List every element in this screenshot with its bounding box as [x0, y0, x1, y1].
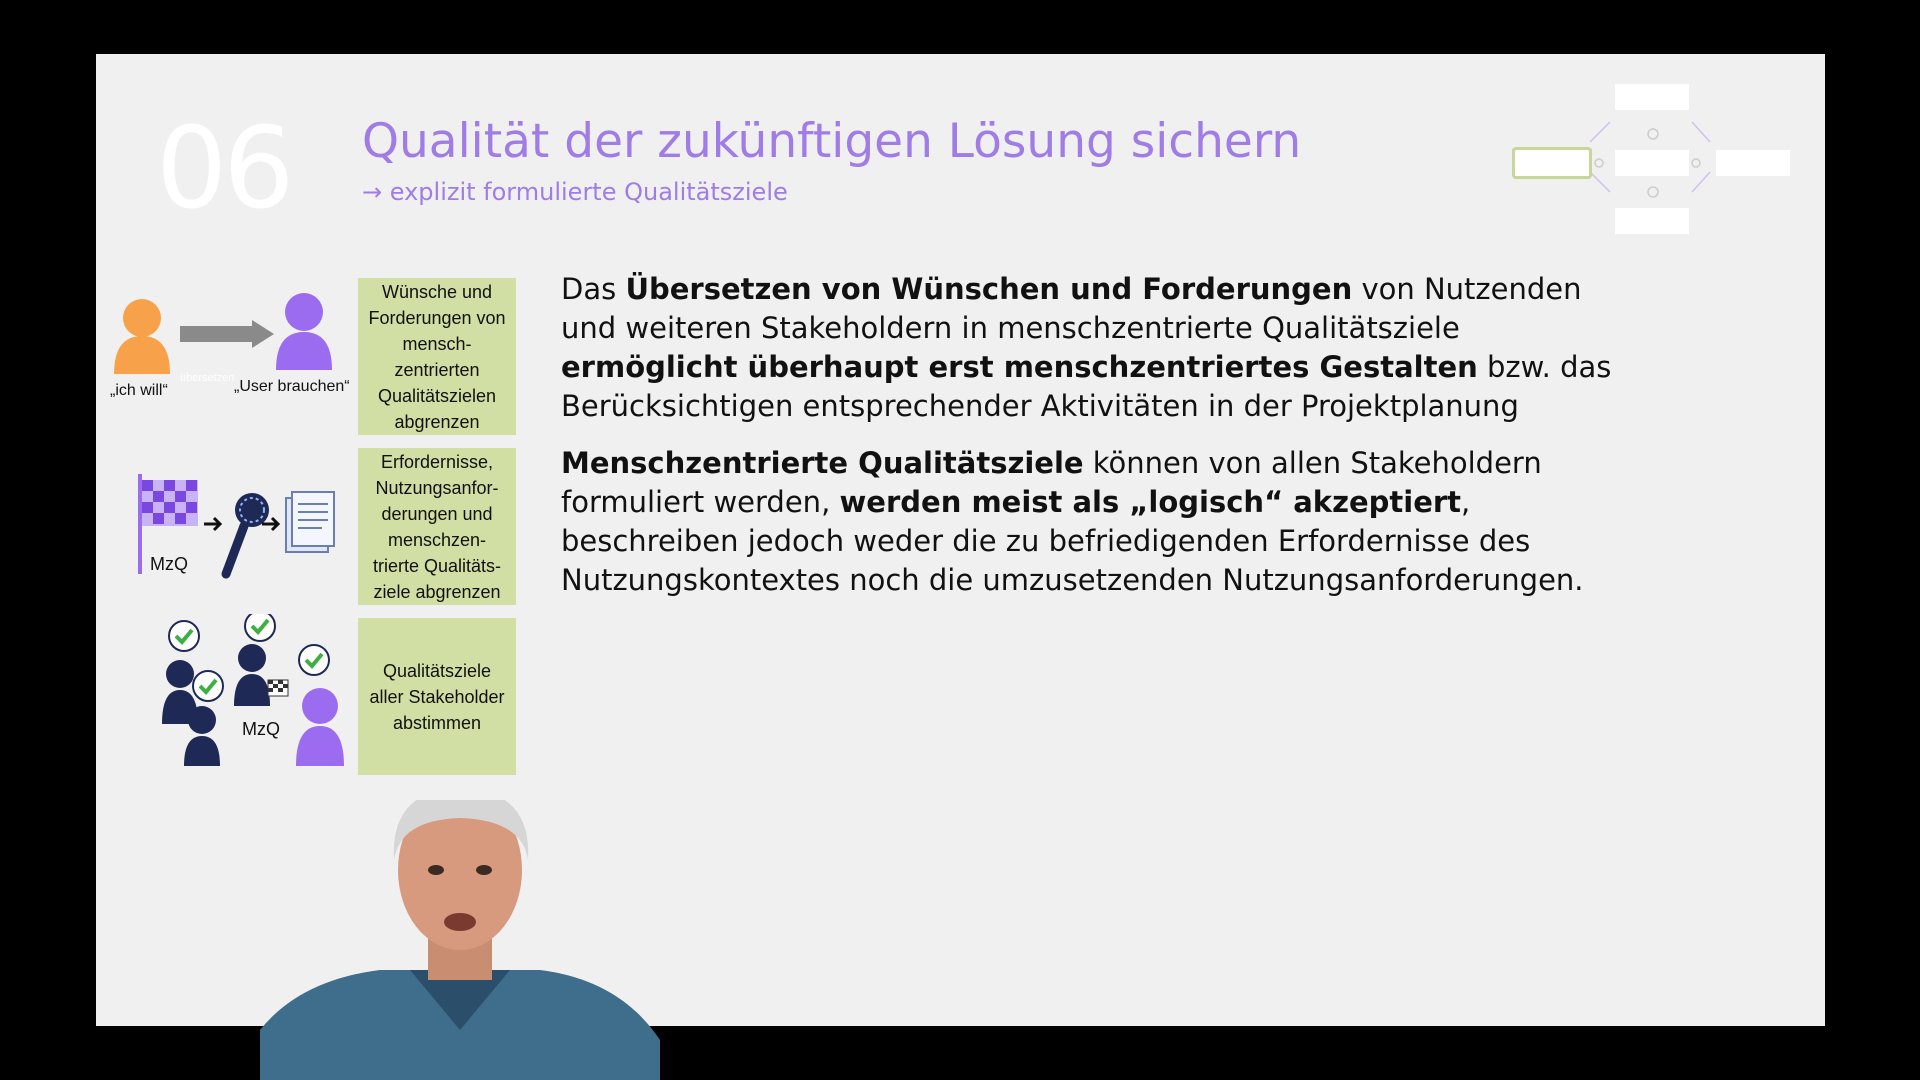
step2-line: ziele abgrenzen: [373, 581, 501, 602]
step2-line: Erfordernisse,: [380, 451, 494, 472]
paragraph-translation: [561, 270, 1631, 426]
slide-title: Qualität der zukünftigen Lösung sichern: [362, 114, 1302, 169]
step1-line: Forderungen von: [368, 307, 506, 328]
step2-line: menschzen-: [387, 529, 487, 550]
mzq-label: MzQ: [150, 554, 188, 574]
text: bzw. das Berücksichtigen entsprechender Aktivitäten in der Projektplanung: [561, 350, 1612, 423]
stakeholder-group-icon: [162, 644, 270, 766]
step3-line: aller Stakeholder: [369, 686, 505, 707]
text: von Nutzenden und weiteren Stakeholdern in menschzentrierte Qualitätsziele: [561, 272, 1582, 345]
step-box-2: [358, 448, 516, 605]
process-navigation-diagram: [1510, 84, 1810, 244]
arrow-right-icon: →: [362, 178, 383, 206]
caption-ich-will: „ich will“: [110, 382, 168, 399]
nav-box-bottom: [1615, 208, 1689, 234]
bold-text: ermöglicht überhaupt erst menschzentriertes Gestalten: [561, 350, 1478, 384]
subtitle-text: explizit formulierte Qualitätsziele: [389, 178, 788, 206]
bold-text: Übersetzen von Wünschen und Forderungen: [625, 272, 1353, 306]
presenter-figure: [260, 800, 660, 1080]
caption-user-brauchen: „User brauchen“: [234, 378, 350, 395]
presenter-video: [260, 800, 660, 1080]
mzq-label: MzQ: [242, 719, 280, 739]
step3-line: Qualitätsziele: [382, 660, 492, 681]
bold-text: Menschzentrierte Qualitätsziele: [561, 446, 1084, 480]
step1-line: Qualitätszielen: [377, 385, 497, 406]
step2-line: derungen und: [381, 503, 493, 524]
checkered-flag-icon: [268, 680, 288, 696]
nav-box-right: [1716, 150, 1790, 176]
slide-subtitle: [362, 178, 788, 206]
slide-number: 06: [156, 104, 291, 234]
text: Das: [561, 272, 626, 306]
requirements-illustration: [136, 474, 356, 624]
nav-box-middle: [1615, 150, 1689, 176]
document-icon: [286, 492, 334, 552]
step1-line: zentrierten: [394, 359, 480, 380]
user-need-icon: [276, 293, 332, 370]
microphone-icon: [226, 493, 269, 574]
step-box-1: [358, 278, 516, 435]
arrow-label: übersetzen: [180, 372, 235, 384]
step1-line: mensch-: [402, 333, 472, 354]
text: können von allen Stakeholdern formuliert werden,: [561, 446, 1542, 519]
stakeholders-illustration: [156, 614, 356, 784]
nav-box-current: [1512, 147, 1592, 179]
paragraph-quality-goals: [561, 444, 1631, 600]
user-need-icon: [296, 688, 344, 766]
arrow-right-icon: [180, 320, 274, 348]
bold-text: werden meist als „logisch“ akzeptiert: [839, 485, 1462, 519]
text: , beschreiben jedoch weder die zu befriedigenden Erfordernisse des Nutzungskontextes noch die umzusetzenden Nutzungsanforderungen.: [561, 485, 1584, 597]
step-box-3: [358, 618, 516, 775]
step1-line: Wünsche und: [381, 281, 493, 302]
nav-box-top: [1615, 84, 1689, 110]
user-wish-icon: [114, 299, 170, 374]
arrow-right-icon: [204, 518, 220, 530]
step2-line: Nutzungsanfor-: [375, 477, 499, 498]
step1-line: abgrenzen: [394, 411, 480, 432]
step3-line: abstimmen: [392, 712, 482, 733]
step2-line: trierte Qualitäts-: [372, 555, 502, 576]
